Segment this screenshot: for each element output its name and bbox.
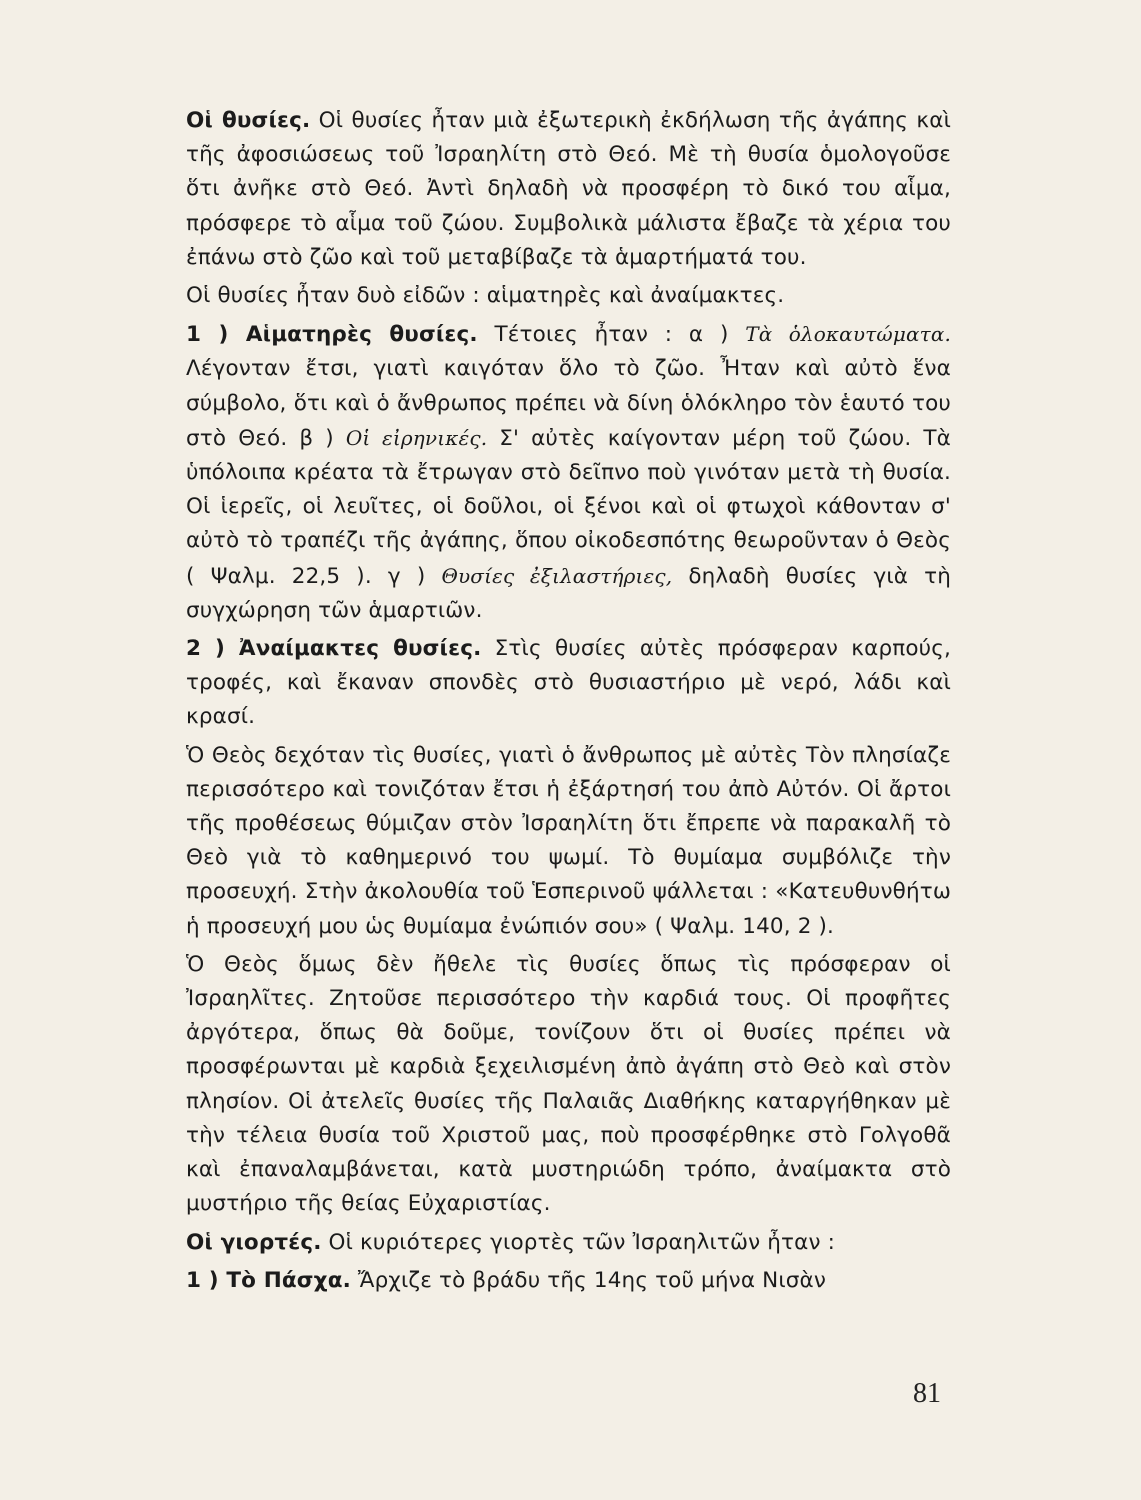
page-body (186, 104, 951, 1302)
text-run: Ὁ Θεὸς δεχόταν τὶς θυσίες, γιατὶ ὁ ἄνθρωπος μὲ αὐτὲς Τὸν πλησίαζε περισσότερο καὶ τονιζόταν ἔτσι ἡ ἐξάρτησή του ἀπὸ Αὐτόν. Οἱ ἄρτοι τῆς προθέσεως θύμιζαν στὸν Ἰσραηλίτη ὅτι ἔπρεπε νὰ παρακαλῆ τὸ Θεὸ γιὰ τὸ καθημερινό του ψωμί. Τὸ θυμίαμα συμβόλιζε τὴν προσευχή. Στὴν ἀκολουθία τοῦ Ἑσπερινοῦ ψάλλεται : «Κατευθυνθήτω ἡ προσευχή μου ὡς θυμίαμα ἐνώπιόν σου» ( Ψαλμ. 140, 2 ). (186, 742, 951, 939)
paragraph-sacrifices-intro (186, 104, 951, 275)
bold-heading-run: 1 ) Αἱματηρὲς θυσίες. (186, 322, 478, 348)
paragraph-god-wanted-heart (186, 948, 951, 1222)
italic-term-run: Θυσίες ἐξιλαστήριες, (441, 563, 673, 588)
text-run: Ἄρχιζε τὸ βράδυ τῆς 14ης τοῦ μήνα Νισὰν (350, 1267, 827, 1293)
text-run: Στὶς θυσίες αὐτὲς πρόσφεραν καρπούς, τροφές, καὶ ἔκαναν σπονδὲς στὸ θυσιαστήριο μὲ νερό, λάδι καὶ κρασί. (186, 636, 951, 730)
text-run: Σ' αὐτὲς καίγονταν μέρη τοῦ ζώου. Τὰ ὑπόλοιπα κρέατα τὰ ἔτρωγαν στὸ δεῖπνο ποὺ γινόταν μετὰ τὴ θυσία. Οἱ ἱερεῖς, οἱ λευῖτες, οἱ δοῦλοι, οἱ ξένοι καὶ οἱ φτωχοὶ κάθονταν σ' αὐτὸ τὸ τραπέζι τῆς ἀγάπης, ὅπου οἰκοδεσπότης θεωροῦνταν ὁ Θεὸς ( Ψαλμ. 22,5 ). γ ) (186, 425, 951, 589)
bold-heading-run: 2 ) Ἀναίμακτες θυσίες. (186, 636, 482, 662)
paragraph-bloodless-sacrifices (186, 632, 951, 735)
text-run: Οἱ θυσίες ἦταν δυὸ εἰδῶν : αἱματηρὲς καὶ ἀναίμακτες. (186, 283, 785, 309)
bold-heading-run: Οἱ γιορτές. (186, 1229, 322, 1255)
bold-heading-run: 1 ) Τὸ Πάσχα. (186, 1267, 351, 1293)
italic-term-run: Οἱ εἰρηνικές. (345, 425, 488, 450)
paragraph-blood-sacrifices (186, 317, 951, 628)
text-run: Οἱ κυριότερες γιορτὲς τῶν Ἰσραηλιτῶν ἦταν : (321, 1229, 835, 1255)
paragraph-passover (186, 1264, 951, 1298)
paragraph-god-accepted (186, 739, 951, 944)
text-run: Ὁ Θεὸς ὅμως δὲν ἤθελε τὶς θυσίες ὅπως τὶς πρόσφεραν οἱ Ἰσραηλῖτες. Ζητοῦσε περισσότερο τὴν καρδιά τους. Οἱ προφῆτες ἀργότερα, ὅπως θὰ δοῦμε, τονίζουν ὅτι οἱ θυσίες πρέπει νὰ προσφέρωνται μὲ καρδιὰ ξεχειλισμένη ἀπὸ ἀγάπη στὸ Θεὸ καὶ στὸν πλησίον. Οἱ ἀτελεῖς θυσίες τῆς Παλαιᾶς Διαθήκης καταργήθηκαν μὲ τὴν τέλεια θυσία τοῦ Χριστοῦ μας, ποὺ προσφέρθηκε στὸ Γολγοθᾶ καὶ ἐπαναλαμβάνεται, κατὰ μυστηριώδη τρόπο, ἀναίμακτα στὸ μυστήριο τῆς θείας Εὐχαριστίας. (186, 951, 951, 1217)
text-run: δηλαδὴ θυσίες γιὰ τὴ συγχώρηση τῶν ἁμαρτιῶν. (186, 563, 952, 623)
text-run: Οἱ θυσίες ἦταν μιὰ ἐξωτερικὴ ἐκδήλωση τῆς ἀγάπης καὶ τῆς ἀφοσιώσεως τοῦ Ἰσραηλίτη στὸ Θεό. Μὲ τὴ θυσία ὁμολογοῦσε ὅτι ἀνῆκε στὸ Θεό. Ἀντὶ δηλαδὴ νὰ προσφέρη τὸ δικό του αἷμα, πρόσφερε τὸ αἷμα τοῦ ζώου. Συμβολικὰ μάλιστα ἔβαζε τὰ χέρια του ἐπάνω στὸ ζῶο καὶ τοῦ μεταβίβαζε τὰ ἁμαρτήματά του. (186, 108, 951, 270)
italic-term-run: Τὰ ὁλοκαυτώματα. (745, 322, 951, 347)
paragraph-sacrifice-types (186, 279, 951, 313)
text-run: Λέγονταν ἔτσι, γιατὶ καιγόταν ὅλο τὸ ζῶο. Ἦταν καὶ αὐτὸ ἕνα σύμβολο, ὅτι καὶ ὁ ἄνθρωπος πρέπει νὰ δίνη ὁλόκληρο τὸν ἑαυτό του στὸ Θεό. β ) (186, 356, 951, 451)
bold-heading-run: Οἱ θυσίες. (186, 108, 311, 133)
paragraph-feasts (186, 1226, 951, 1260)
page-number: 81 (913, 1378, 941, 1409)
text-run: Τέτοιες ἦταν : α ) (477, 322, 746, 348)
